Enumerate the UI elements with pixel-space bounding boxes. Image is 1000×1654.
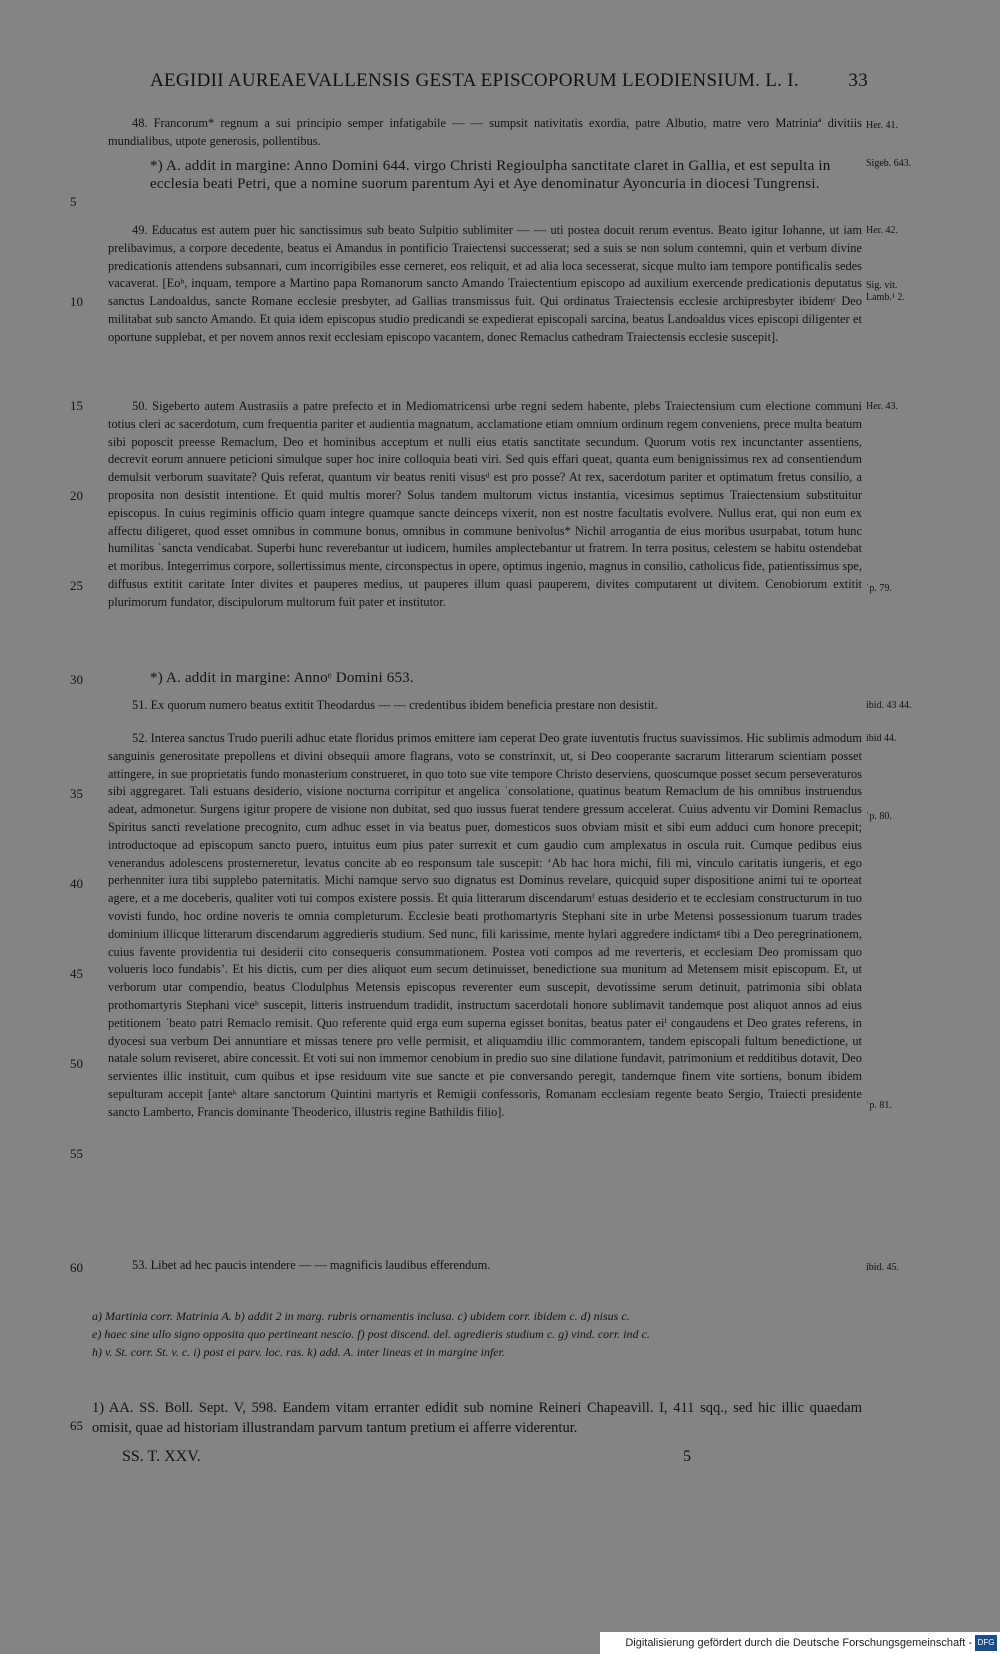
margin-note: ˈp. 81. (866, 1100, 892, 1111)
running-header (150, 70, 868, 92)
page-number: 33 (848, 70, 868, 91)
dfg-logo: DFG (975, 1635, 997, 1651)
line-number: 60 (70, 1260, 83, 1275)
line-number: 45 (70, 966, 83, 981)
paragraph-52 (108, 730, 862, 1122)
line-number: 40 (70, 876, 83, 891)
margin-note: Sig. vit. Lamb.¹ 2. (866, 280, 905, 303)
critical-apparatus (92, 1307, 862, 1361)
line-number: 20 (70, 488, 83, 503)
marginal-addition-644-text: *) A. addit in margine: Anno Domini 644. virgo Christi Regioulpha sanctitate claret in Gallia, et est sepulta in ecclesia beati Petri, que a nomine suorum parentum Ayi et Aye denominatur Ayoncuria in diocesi Tungrensi. (150, 158, 831, 192)
signature-mark: SS. T. XXV. (122, 1448, 201, 1465)
paragraph-51 (108, 697, 862, 715)
line-number: 10 (70, 294, 83, 309)
paragraph-50 (108, 398, 862, 612)
line-number: 65 (70, 1418, 83, 1433)
signature-number: 5 (683, 1448, 691, 1465)
margin-note: ˈp. 80. (866, 811, 892, 822)
margin-note: Her. 42. (866, 225, 898, 236)
paragraph-49-text: 49. Educatus est autem puer hic sanctissimus sub beato Sulpitio sublimiter — — uti postea docuit rerum eventus. Beato igitur Iohanne, ut iam prelibavimus, a corpore decedente, beatus ei Amandus in pontificio Traiectensi successerat; sed a suis se non solum contemni, quin et verbum divine predicationis attendens subsannari, cum incorrigibiles esse cerneret, eos reliquit, et ad alia loca secesserat, sicque multo iam tempore pontificalis sedes vacaverat. [Eoᵇ, inquam, tempore a Martino papa Romanorum sancto Amando Traiectentium episcopo ad auxilium exercende predicationis deputatus sanctus Landoaldus, sancte Romane ecclesie presbyter, ad Gallias transmissus fuit. Qui ordinatus Traiectensis ecclesie archipresbyter ibidemᶜ Deo militabat sub sancto Amando. Et quia idem episcopus studio predicandi se expedierat episcopali sarcina, beatus Landoaldus vices episcopi diligenter et oportune supplebat, et per novem annos rexit ecclesiam episcopo vacantem, donec Remaclus cathedram Traiectensis ecclesie suscepit]. (108, 223, 862, 344)
paragraph-53-text: 53. Libet ad hec paucis intendere — — magnificis laudibus efferendum. (132, 1258, 491, 1272)
line-number: 5 (70, 194, 77, 209)
paragraph-52-text: 52. Interea sanctus Trudo puerili adhuc etate floridus primos emittere iam ceperat Deo grate iuventutis fructus suavissimos. Hic sublimis admodum sanguinis generositate prepollens et divini obsequii amore flagrans, voto se constrinxit, ut, si Deo cooperante sacrarum litterarum scientiam posset attingere, in sue proprietatis fundo monasterium construeret, in quo toto sue vite tempore Christo deserviens, quoscumque posset secum perseveraturos sibi aggregaret. Tali estuans desiderio, visione nocturna corripitur et angelica ˈconsolatione, quatinus beatum Remaclum de his omnibus instruendus adeat, admonetur. Surgens igitur propere de visione non dubitat, sed quo iussus fuerat tendere gressum accelerat. Cuius adventu vir Domini Remaclus Spiritus sancti revelatione precognito, cum adhuc esset in via beatus puer, domesticos suos obviam misit et sibi eum adduci cum honore precepit; introductoque ad episcopum sancto puero, intuitus eum pius pater surrexit et cum gaudio cum amplexatus in oscula ruit. Cumque pedibus eius venerandus adolescens prosterneretur, levatus concite ab eo responsum tale suscepit: ‘Ab hac hora michi, fili mi, vinculo caritatis iungeris, et ego perhenniter iura tibi supplebo paternitatis. Michi namque servo suo dignatus est Dominus revelare, quicquid super dispositione animi tui te oporteat agere, et a me doceberis, qualiter voti tui compos existere possis. Et quia litterarum discendarumᶠ estuas desiderio et te ecclesiam constructurum in tuo vovisti fundo, hoc ordine noveris te omnia completurum. Ecclesie beati prothomartyris Stephani site in urbe Metensi possessionum tuarum trades dominium illicque litterarum discendarum aggredieris studium. Sed nunc, fili karissime, mente hylari aggredere indictamᵍ tibi a Deo peregrinationem, cuius favente providentia tui desiderii cito consequeris consummationem. Postea voti compos ad me reverteris, et ecclesiam Deo promissam quo volueris loco fundabis’. Et his dictis, cum per dies aliquot eum secum detinuisset, benedictione sua munitum ad Metensem misit episcopum. Et, ut verborum utar compendio, beatus Clodulphus Metensis episcopus reverenter eum suscepit, devotissime serum detinuit, patrimonia sibi oblata prothomartyris Stephani viceʰ suscepit, litteris instruendum tradidit, instructum sacerdotali honore sublimavit tandemque post aliquot annos ad eius petitionem ˈbeato patri Remaclo remisit. Quo referente quid erga eum superna egisset bonitas, beatus pater eiⁱ congaudens et Deo grates referens, in dyocesi sua verbum Dei annuntiare et missas tenere pro velle permisit, et aliquamdiu illic commorantem, tandem episcopali fultum benedictione, ut natale solum reviseret, abire concessit. Et voti sui non immemor cenobium in predio suo sine dilatione fundavit, patrimonium et redditibus dotavit, Deo servientes illic instituit, cum quibus et ipse residuum vite sue sancte et pie conversando peregit, tandemque finem vite sortiens, bonum ibidem sepulturam accepit [anteᵏ altare sanctorum Quintini martyris et Remigii confessoris, Romanam ecclesiam regente beato Sergio, Traiecti presidente sancto Lamberto, Francis dominante Theoderico, illustris regine Bathildis filio]. (108, 731, 862, 1119)
source-note: 1) AA. SS. Boll. Sept. V, 598. Eandem vitam erranter edidit sub nomine Reineri Chapeavill. I, 411 sqq., sed hic illic quaedam omisit, quae ad historiam illustrandam parvum tantum pretium ei afferre viderentur. (92, 1400, 862, 1436)
line-number: 25 (70, 578, 83, 593)
line-number: 35 (70, 786, 83, 801)
marginal-addition-644 (150, 158, 862, 194)
margin-note: Her. 43. (866, 401, 898, 412)
banner-text: Digitalisierung gefördert durch die Deutsche Forschungsgemeinschaft - (625, 1637, 972, 1649)
margin-note: ibid 44. (866, 733, 897, 744)
header-title: AEGIDII AUREAEVALLENSIS GESTA EPISCOPORUM LEODIENSIUM. L. I. (150, 70, 799, 91)
paragraph-49 (108, 222, 862, 347)
margin-note: ibid. 43 44. (866, 700, 912, 711)
line-number: 15 (70, 398, 83, 413)
paragraph-48-text: 48. Francorum* regnum a sui principio semper infatigabile — — sumpsit nativitatis exordia, patre Albutio, matre vero Matriniaª divitiis mundialibus, utpote generosis, pollentibus. (108, 116, 862, 148)
paragraph-48 (108, 115, 862, 151)
margin-note: Her. 41. (866, 120, 898, 131)
marginal-addition-653-text: *) A. addit in margine: Annoᵉ Domini 653. (150, 670, 414, 686)
margin-note: ˈp. 79. (866, 583, 892, 594)
line-number: 55 (70, 1146, 83, 1161)
margin-note: ibid. 45. (866, 1262, 900, 1273)
apparatus-line: e) haec sine ullo signo opposita quo pertineant nescio. f) post discend. del. agredieris studium c. g) vind. corr. ind c. (92, 1327, 650, 1341)
apparatus-line: a) Martinia corr. Matrinia A. b) addit 2 in marg. rubris ornamentis inclusa. c) ubidem corr. ibidem c. d) nisus c. (92, 1309, 630, 1323)
paragraph-51-text: 51. Ex quorum numero beatus extitit Theodardus — — credentibus ibidem beneficia prestare non desistit. (132, 698, 658, 712)
paragraph-50-text: 50. Sigeberto autem Austrasiis a patre prefecto et in Mediomatricensi urbe regni sedem habente, plebs Traiectensium cum electione communi totius cleri ac sacerdotum, cum frequentia pariter et audientia magnatum, acclamatione etiam omnium ordinum regem conveniens, prece multa beatum sibi poposcit preesse Remaclum, Deo et hominibus acceptum et nulli eius etatis sanctitate secundum. Quorum votis rex incunctanter assentiens, decrevit eorum annuere peticioni simulque super hoc inire colloquia beati viri. Sed quis effari queat, quanta eum benignissimus rex ad consentiendum demulsit verborum suavitate? Quis referat, quantum vir beatus reniti visusᵈ est pro posse? At rex, sacerdotum pariter et optimatum fretus consilio, a proposita non desistit intentione. Et quid multis morer? Solus tandem multorum victus instantia, vicesimus septimus Traiectensium substituitur episcopus. In cuius regiminis officio quam integre quamque sancte deinceps vixerit, non est nostre facultatis evolvere. Nullus erat, qui non eum ex affectu diligeret, quod esset omnibus in commune bonus, omnibus in commune benivolus* Nichil arrogantia de eius moribus usurpabat, totum hunc humilitas ˈsancta vendicabat. Superbi hunc reverebantur ut iudicem, humiles amplectebantur ut fratrem. In terra positus, celestem se habitu ostendebat et moribus. Integerrimus corpore, sollertissimus mente, circonspectus in opere, optimus ingenio, magnus in consilio, catholicus fide, patientissimus spe, diffusus extitit caritate Inter divites et pauperes medius, ut pauperes illum quasi pauperem, divites computarent ut divitem. Cenobiorum extitit plurimorum fundator, discipulorum multorum fuit pater et institutor. (108, 399, 862, 609)
line-number: 50 (70, 1056, 83, 1071)
line-number: 30 (70, 672, 83, 687)
paragraph-53 (108, 1257, 862, 1275)
marginal-addition-653 (150, 670, 862, 688)
margin-note: Sigeb. 643. (866, 158, 912, 169)
funding-banner (600, 1632, 1000, 1654)
apparatus-line: h) v. St. corr. St. v. c. i) post ei parv. loc. ras. k) add. A. inter lineas et in margine infer. (92, 1345, 505, 1359)
